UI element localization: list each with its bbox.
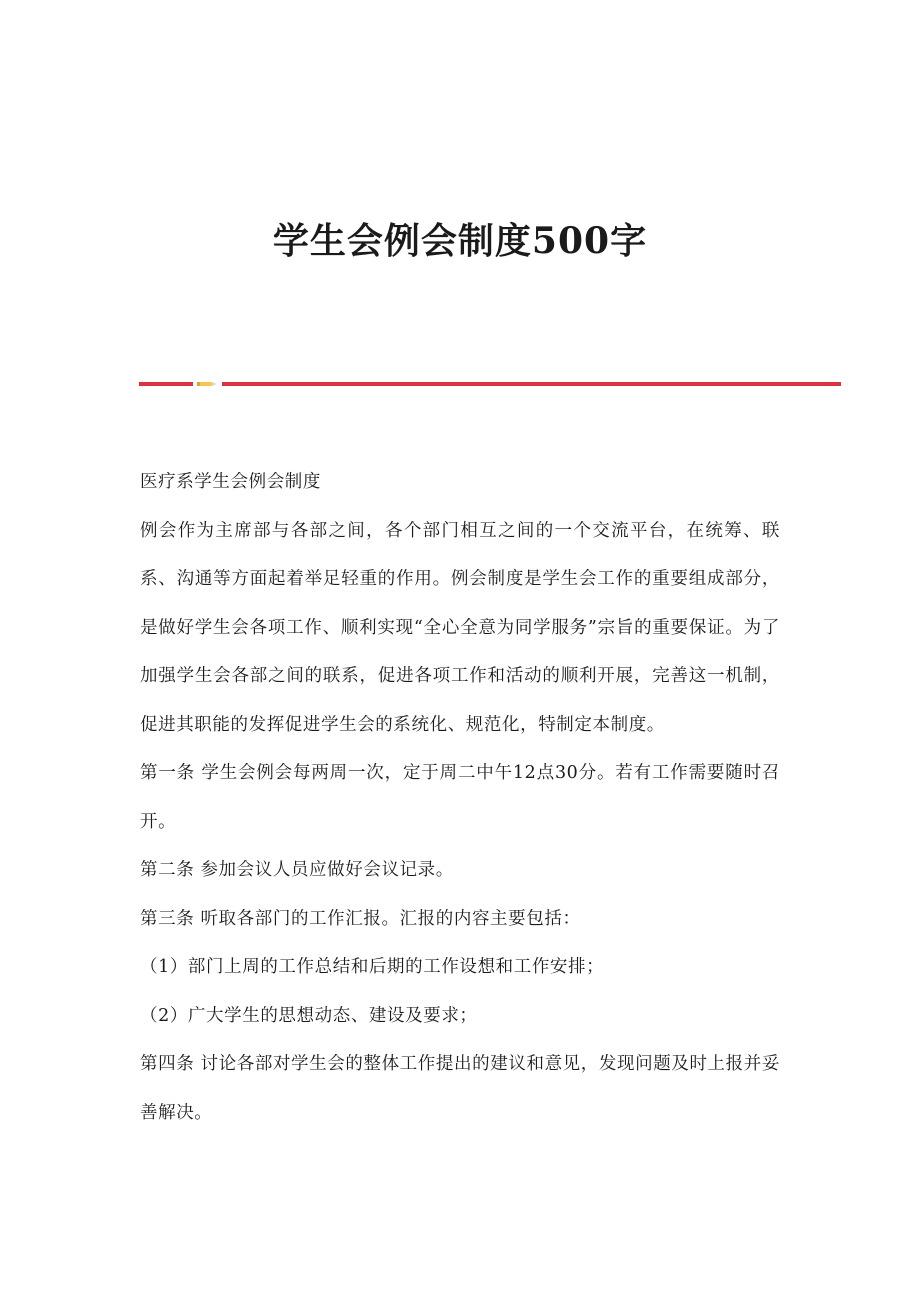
paragraph-article-2: 第二条 参加会议人员应做好会议记录。 — [140, 860, 454, 880]
section-heading: 医疗系学生会例会制度 — [140, 472, 321, 492]
document-title: 学生会例会制度500字 — [272, 220, 648, 262]
paragraph-item-1: （1）部门上周的工作总结和后期的工作设想和工作安排； — [140, 957, 605, 977]
divider-line-left — [139, 382, 193, 386]
paragraph-article-3: 第三条 听取各部门的工作汇报。汇报的内容主要包括： — [140, 908, 581, 929]
paragraph-article-4: 第四条 讨论各部对学生会的整体工作提出的建议和意见，发现问题及时上报并妥善解决。 — [140, 1054, 780, 1123]
paragraph-item-2: （2）广大学生的思想动态、建设及要求； — [140, 1005, 478, 1026]
title-divider — [139, 380, 841, 388]
document-body — [140, 458, 780, 1137]
paragraph-intro: 例会作为主席部与各部之间，各个部门相互之间的一个交流平台，在统筹、联系、沟通等方面起着举足轻重的作用。例会制度是学生会工作的重要组成部分，是做好学生会各项工作、顺利实现“全心全意为同学服务”宗旨的重要保证。为了加强学生会各部之间的联系，促进各项工作和活动的顺利开展，完善这一机制，促进其职能的发挥促进学生会的系统化、规范化，特制定本制度。 — [140, 520, 780, 735]
pencil-icon — [197, 381, 217, 387]
divider-line-right — [222, 382, 841, 386]
paragraph-article-1: 第一条 学生会例会每两周一次，定于周二中午12点30分。若有工作需要随时召开。 — [140, 763, 780, 832]
